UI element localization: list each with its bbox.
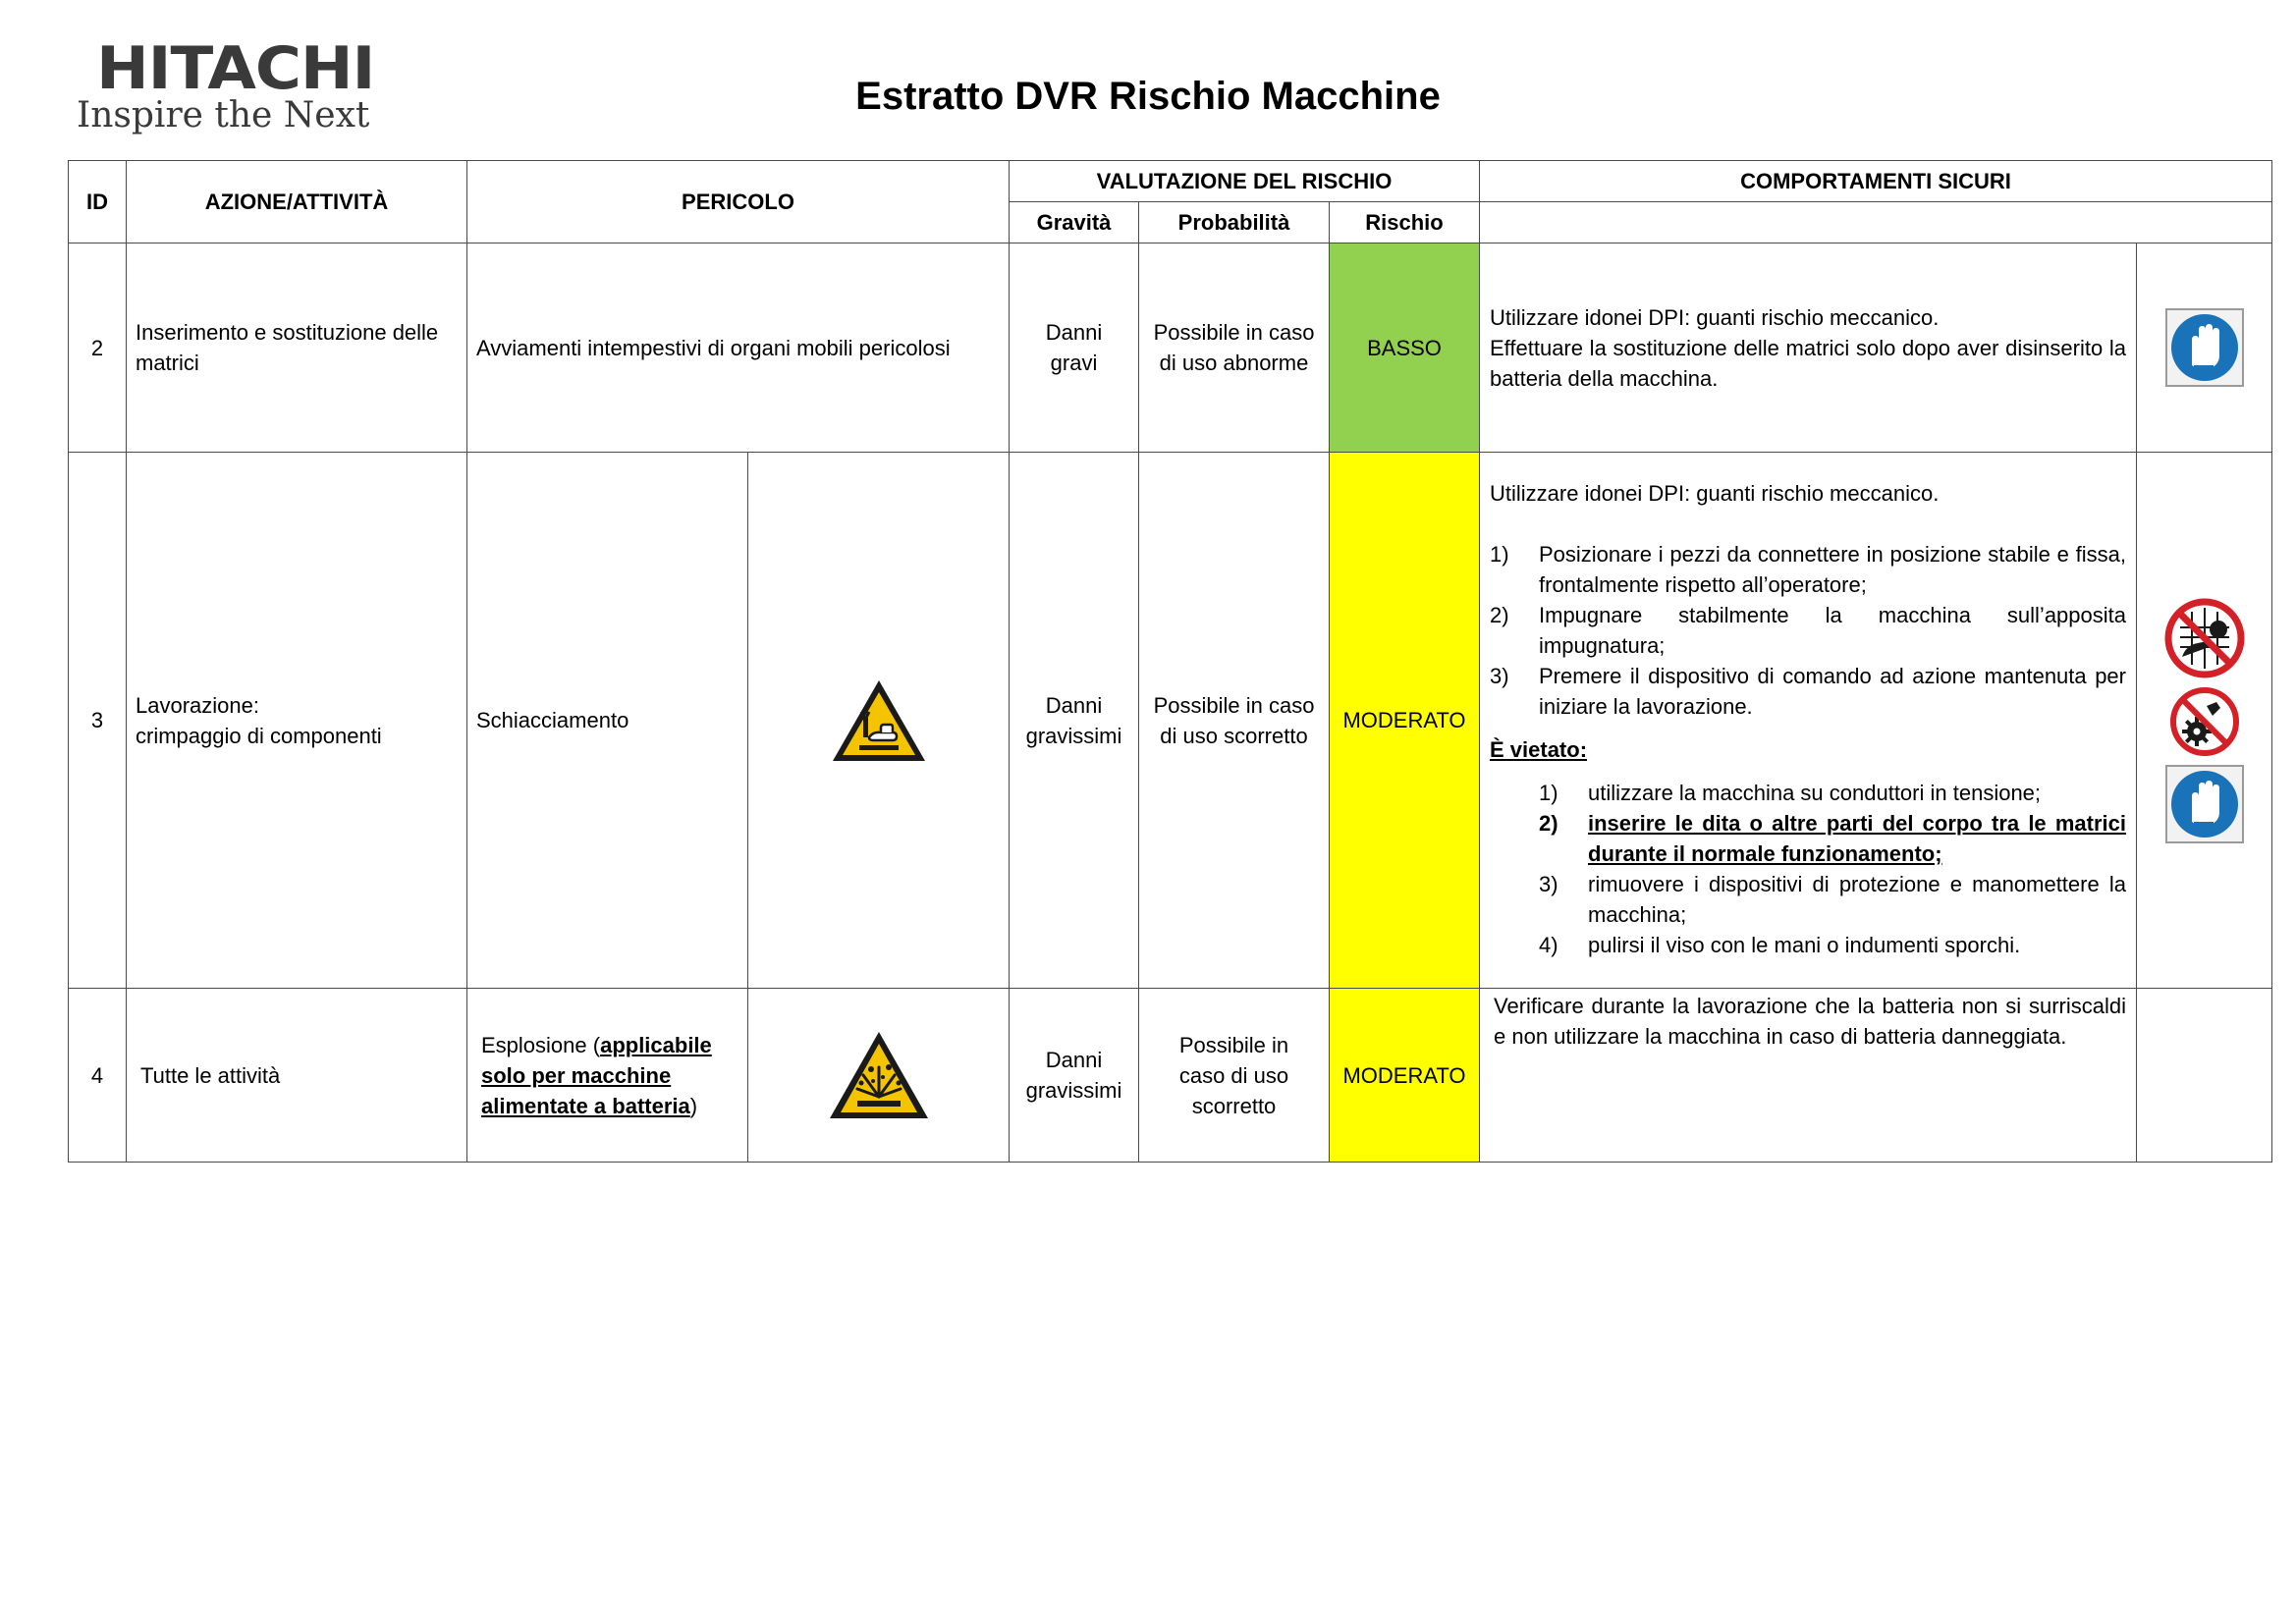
row-pericolo-sign: [748, 989, 1010, 1163]
list-item: [1490, 539, 2126, 600]
item-text: inserire le dita o altre parti del corpo tra le matrici durante il normale funzionamento;: [1588, 811, 2126, 866]
row-id: 4: [69, 989, 127, 1163]
item-text: utilizzare la macchina su conduttori in tensione;: [1588, 781, 2042, 805]
row-pericolo: Schiacciamento: [467, 453, 748, 989]
prohibited-label: È vietato:: [1490, 737, 1588, 762]
row-gravita: [1010, 243, 1139, 453]
protective-gloves-mandatory-icon: [2165, 765, 2244, 843]
row-id: 2: [69, 243, 127, 453]
pericolo-note: applicabile solo per macchine alimentate a batteria: [481, 1032, 712, 1118]
row-comportamenti: [1480, 453, 2137, 989]
pericolo-post: ): [689, 1093, 698, 1118]
risk-level-badge: MODERATO: [1330, 989, 1480, 1163]
row-probabilita: [1139, 453, 1330, 989]
col-gravita: Gravità: [1010, 202, 1139, 243]
gravita-text: Danni gravi: [1045, 320, 1103, 375]
prohibited-list: [1539, 778, 2126, 960]
col-valutazione: VALUTAZIONE DEL RISCHIO: [1010, 161, 1480, 202]
row-pericolo: Avviamenti intempestivi di organi mobili pericolosi: [467, 243, 1010, 453]
comportamento-line: Effettuare la sostituzione delle matrici solo dopo aver disinserito la batteria della macchina.: [1490, 335, 2126, 391]
row-comportamenti: Verificare durante la lavorazione che la batteria non si surriscaldi e non utilizzare la macchina in caso di batteria danneggiata.: [1480, 989, 2137, 1163]
item-number: 1): [1539, 781, 1558, 805]
row-probabilita: [1139, 243, 1330, 453]
row-signs-empty: [2137, 989, 2272, 1163]
procedure-list: [1490, 539, 2126, 722]
item-text: Impugnare stabilmente la macchina sull’apposita impugnatura;: [1539, 603, 2126, 658]
list-item: [1539, 778, 2126, 808]
row-probabilita: [1139, 989, 1330, 1163]
col-probabilita: Probabilità: [1139, 202, 1330, 243]
item-text: pulirsi il viso con le mani o indumenti sporchi.: [1588, 933, 2021, 957]
list-item: [1490, 600, 2126, 661]
col-id: ID: [69, 161, 127, 243]
item-text: Posizionare i pezzi da connettere in posizione stabile e fissa, frontalmente rispetto all’operatore;: [1539, 542, 2126, 597]
item-number: 2): [1490, 603, 1509, 627]
no-reaching-into-moving-parts-icon: [2164, 598, 2245, 678]
item-text: rimuovere i dispositivi di protezione e manomettere la macchina;: [1588, 872, 2126, 927]
col-comportamenti: COMPORTAMENTI SICURI: [1480, 161, 2272, 202]
item-number: 3): [1490, 664, 1509, 688]
hand-crushing-warning-icon: [830, 676, 928, 765]
table-row: [69, 453, 2272, 989]
pericolo-pre: Esplosione (: [481, 1032, 601, 1057]
col-pericolo: PERICOLO: [467, 161, 1010, 243]
gravita-text: Danni gravissimi: [1025, 1048, 1122, 1103]
comportamento-line: Utilizzare idonei DPI: guanti rischio meccanico.: [1490, 304, 1940, 330]
table-row: [69, 243, 2272, 453]
risk-level-badge: BASSO: [1330, 243, 1480, 453]
probabilita-text: Possibile in caso di uso scorretto: [1178, 1032, 1289, 1118]
row-pericolo-sign: [748, 453, 1010, 989]
azione-line: crimpaggio di componenti: [136, 723, 382, 748]
explosive-warning-icon: [826, 1028, 932, 1122]
logo-name: HITACHI: [96, 34, 375, 103]
row-gravita: [1010, 989, 1139, 1163]
row-azione: Tutte le attività: [127, 989, 467, 1163]
row-comportamenti: [1480, 243, 2137, 453]
list-item: [1539, 808, 2126, 869]
risk-level-badge: MODERATO: [1330, 453, 1480, 989]
col-rischio: Rischio: [1330, 202, 1480, 243]
protective-gloves-mandatory-icon: [2165, 308, 2244, 387]
list-item: [1539, 930, 2126, 960]
item-number: 3): [1539, 872, 1558, 896]
table-row: [69, 989, 2272, 1163]
gravita-text: Danni gravissimi: [1025, 692, 1122, 748]
probabilita-text: Possibile in caso di uso scorretto: [1153, 692, 1315, 748]
probabilita-text: Possibile in caso di uso abnorme: [1153, 320, 1315, 375]
page-title: Estratto DVR Rischio Macchine: [855, 75, 1441, 118]
azione-line: Lavorazione:: [136, 692, 259, 718]
no-touching-gears-icon: [2169, 686, 2240, 757]
item-number: 1): [1490, 542, 1509, 567]
header-row: [69, 161, 2272, 202]
row-azione: [127, 453, 467, 989]
row-signs: [2137, 453, 2272, 989]
row-signs: [2137, 243, 2272, 453]
list-item: [1490, 661, 2126, 722]
item-number: 2): [1539, 811, 1558, 836]
item-text: Premere il dispositivo di comando ad azione mantenuta per iniziare la lavorazione.: [1539, 664, 2126, 719]
row-id: 3: [69, 453, 127, 989]
list-item: [1539, 869, 2126, 930]
row-pericolo: [467, 989, 748, 1163]
comportamento-intro: Utilizzare idonei DPI: guanti rischio meccanico.: [1490, 481, 1940, 506]
subheader-empty: [1480, 202, 2272, 243]
logo-tagline: Inspire the Next: [77, 95, 370, 135]
risk-table: [68, 160, 2272, 1163]
col-azione: AZIONE/ATTIVITÀ: [127, 161, 467, 243]
row-gravita: [1010, 453, 1139, 989]
item-number: 4): [1539, 933, 1558, 957]
row-azione: Inserimento e sostituzione delle matrici: [127, 243, 467, 453]
